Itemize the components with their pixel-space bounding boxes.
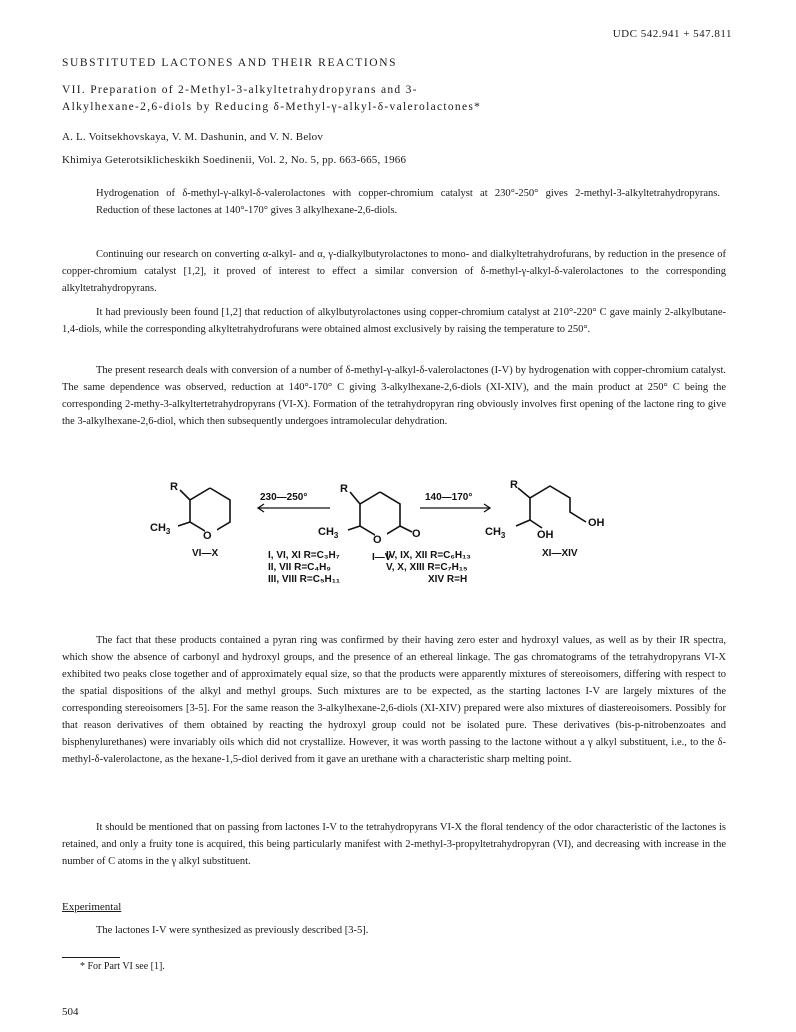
paragraph-text: The fact that these products contained a pyran ring was confirmed by their having zero ester and hydroxyl values, as well as by their IR spectra, which show the absence of carbonyl and hydroxyl groups, and the presence of an ethereal linkage. The gas chromatograms of the tetrahydropyrans VI-X exhibited two peaks close together and of approximately equal size, so that the products were apparently mixtures of stereoisomers, differing with respect to the spatial dispositions of the alkyl and methyl groups. Such mixtures are to be expected, as the starting lactones I-V are largely mixtures of the corresponding stereoisomers [3-5]. For the same reason the 3-alkylhexane-2,6-diols (XI-XIV) prepared were also mixtures of diastereoisomers. Possibly for that reason derivatives of them obtained by reacting the hydroxyl group could not be isolated pure. These derivatives (bis-p-nitrobenzoates and bisphenylurethanes) were invariably oils which did not crystallize. However, it was worth passing to the lactone without a γ alkyl substituent, i.e., to the δ-methyl-δ-valerolactone, as the hexane-1,5-diol derived from it gave an urethane with a characteristic sharp melting point. — [62, 635, 726, 765]
series-title: SUBSTITUTED LACTONES AND THEIR REACTIONS — [62, 57, 398, 69]
legend-entry: II, VII R=C₄H₉ — [268, 562, 331, 573]
page-number: 504 — [62, 1006, 79, 1018]
substituent-r-left: R — [170, 481, 178, 493]
article-title — [62, 82, 742, 116]
body-paragraph-1 — [62, 246, 726, 297]
diol-structure — [516, 486, 586, 528]
legend-entry: III, VIII R=C₅H₁₁ — [268, 574, 341, 585]
ring-oxygen-mid: O — [373, 534, 382, 546]
hydroxyl-secondary: OH — [537, 529, 554, 541]
hydroxyl-primary: OH — [588, 517, 605, 529]
arrow-right-temperature: 140—170° — [425, 492, 473, 503]
label-i-v: I—V — [372, 552, 392, 563]
carbonyl-oxygen: O — [412, 528, 421, 540]
ring-oxygen-left: O — [203, 530, 212, 542]
udc-code: UDC 542.941 + 547.811 — [612, 28, 732, 40]
experimental-heading: Experimental — [62, 901, 122, 913]
body-paragraph-5 — [62, 819, 726, 870]
journal-citation: Khimiya Geterotsiklicheskikh Soedinenii, Vol. 2, No. 5, pp. 663-665, 1966 — [62, 154, 407, 166]
methyl-right: $CH_3$ — [485, 526, 506, 540]
article-title-line-2: Alkylhexane-2,6-diols by Reducing δ-Methyl-γ-alkyl-δ-valerolactones* — [62, 101, 482, 113]
abstract: Hydrogenation of δ-methyl-γ-alkyl-δ-valerolactones with copper-chromium catalyst at 230°-250° gives 2-methyl-3-alkyltetrahydropyrans. Reduction of these lactones at 140°-170° gives 3 alkylhexane-2,6-diols. — [96, 188, 720, 216]
arrow-right-icon — [420, 504, 490, 512]
lactone-structure — [348, 492, 412, 538]
footnote-divider — [62, 957, 120, 958]
paragraph-text: Continuing our research on converting α-alkyl- and α, γ-dialkylbutyrolactones to mono- and dialkyltetrahydrofurans, by reduction in the presence of copper-chromium catalyst [1,2], it proved of interest to effect a similar conversion of δ-methyl-γ-alkyl-δ-valerolactones to the corresponding alkyltetrahydropyrans. — [62, 249, 726, 294]
label-xi-xiv: XI—XIV — [542, 548, 578, 559]
legend-entry: IV, IX, XII R=C₆H₁₃ — [386, 550, 471, 561]
legend-entry: XIV R=H — [428, 574, 468, 585]
article-title-line-1: VII. Preparation of 2-Methyl-3-alkyltetrahydropyrans and 3- — [62, 84, 418, 96]
paragraph-text: The present research deals with conversion of a number of δ-methyl-γ-alkyl-δ-valerolactones (I-V) by hydrogenation with copper-chromium catalyst. The same dependence was observed, reduction at 140°-170° C giving 3-alkylhexane-2,6-diols (XI-XIV), and the main product at 250° C being the corresponding 2-methy-3-alkyltertetrahydropyrans (VI-X). Formation of the tetrahydropyran ring obviously involves first opening of the lactone ring to give the 3-alkylhexane-2,6-diol, which then subsequently undergoes intramolecular dehydration. — [62, 365, 726, 427]
footnote: * For Part VI see [1]. — [80, 961, 165, 972]
substituent-r-right: R — [510, 479, 518, 491]
body-paragraph-4 — [62, 632, 726, 768]
authors: A. L. Voitsekhovskaya, V. M. Dashunin, and V. N. Belov — [62, 131, 324, 143]
paragraph-text: The lactones I-V were synthesized as previously described [3-5]. — [96, 925, 369, 936]
legend-entry: V, X, XIII R=C₇H₁₅ — [386, 562, 468, 573]
body-paragraph-2 — [62, 304, 726, 338]
label-vi-x: VI—X — [192, 548, 219, 559]
body-paragraph-6 — [62, 922, 726, 939]
paragraph-text: It had previously been found [1,2] that reduction of alkylbutyrolactones using copper-chromium catalyst at 210°-220° C gave mainly 2-alkylbutane-1,4-diols, while the corresponding alkyltetrahydrofurans were obtained almost exclusively by raising the temperature to 250°. — [62, 307, 726, 335]
arrow-left-icon — [258, 504, 330, 512]
substituent-legend — [268, 550, 471, 585]
methyl-mid: $CH_3$ — [318, 526, 339, 540]
methyl-left: $CH_3$ — [150, 522, 171, 536]
arrow-left-temperature: 230—250° — [260, 492, 308, 503]
paragraph-text: It should be mentioned that on passing from lactones I-V to the tetrahydropyrans VI-X the floral tendency of the odor characteristic of the lactones is retained, and only a fruity tone is acquired, this being particularly manifest with 2-methyl-3-propyltetrahydropyran (VI), and decreasing with increase in the number of C atoms in the γ alkyl substituent. — [62, 822, 726, 867]
tetrahydropyran-structure — [178, 488, 230, 534]
substituent-r-mid: R — [340, 483, 348, 495]
body-paragraph-3 — [62, 362, 726, 430]
reaction-scheme — [150, 470, 620, 590]
legend-entry: I, VI, XI R=C₃H₇ — [268, 550, 340, 561]
